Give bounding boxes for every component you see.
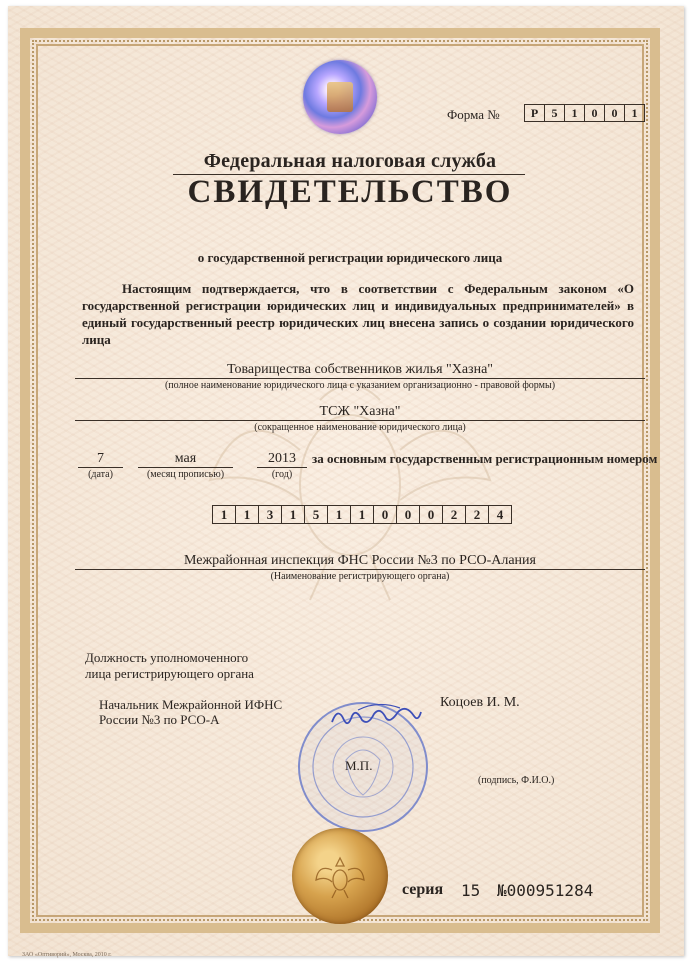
ogrn-digit: 1 [328,506,351,523]
form-cell: 1 [631,106,638,120]
year-caption: (год) [271,469,293,480]
signature [328,698,423,734]
ogrn-digit: 3 [259,506,282,523]
entity-short-name: ТСЖ "Хазна" [319,404,401,419]
form-cell: 5 [545,105,565,121]
date-year: 2013 [268,451,296,466]
entity-full-name: Товарищества собственников жилья "Хазна" [227,362,493,377]
ogrn-digit: 5 [305,506,328,523]
year-line [257,467,307,468]
form-cell: Р [525,105,545,121]
ogrn-digit: 1 [351,506,374,523]
hologram-emblem [303,60,377,134]
form-cell: 1 [565,105,585,121]
ogrn-digit: 1 [236,506,259,523]
eagle-emblem [310,846,370,906]
position-line1: Начальник Межрайонной ИФНС [99,697,283,712]
ogrn-digit: 1 [282,506,305,523]
ogrn-digit: 0 [397,506,420,523]
document-title: СВИДЕТЕЛЬСТВО [187,174,513,210]
issuer-name: Федеральная налоговая служба [203,150,497,172]
ogrn-digit: 2 [466,506,489,523]
sign-caption: (подпись, Ф.И.О.) [478,775,555,786]
ogrn-digit: 0 [420,506,443,523]
authority-name: Межрайонная инспекция ФНС России №3 по РСО-Алания [184,553,536,568]
day-line [78,467,123,468]
ogrn-digit: 1 [213,506,236,523]
series-value: 15 [461,881,481,900]
ogrn-label: за основным государственным регистрационным номером [312,451,658,466]
full-name-line [75,378,645,379]
form-number [524,104,645,122]
series-label: серия [402,881,444,898]
month-line [138,467,233,468]
ogrn-digit: 0 [374,506,397,523]
day-caption: (дата) [88,469,113,480]
certificate-number: №000951284 [497,881,594,900]
date-day: 7 [97,451,104,466]
document-subtitle: о государственной регистрации юридического лица [197,250,503,265]
seal-place: М.П. [345,758,373,773]
form-label: Форма № [447,107,500,122]
form-cell: 0 [605,105,625,121]
full-name-caption: (полное наименование юридического лица с указанием организационно - правовой формы) [164,380,556,391]
position-label-line1: Должность уполномоченного [85,650,249,665]
ogrn-digit: 4 [496,507,504,522]
intro-paragraph: Настоящим подтверждается, что в соответствии с Федеральным законом «О государственной регистрации юридических лиц и индивидуальных предпринимателей» в единый государственный реестр юридических лиц внесена запись о создании юридического лица [82,281,634,347]
short-name-caption: (сокращенное наименование юридического лица) [254,422,466,433]
short-name-line [75,420,645,421]
form-cell: 0 [585,105,605,121]
printer-imprint: ЗАО «Оптиворий», Москва, 2010 г. [22,952,112,958]
date-month: мая [174,451,197,466]
position-label-line2: лица регистрирующего органа [85,666,254,681]
authority-caption: (Наименование регистрирующего органа) [270,571,450,582]
authority-line [75,569,645,570]
position-line2: России №3 по РСО-А [99,712,220,727]
ogrn-number [212,505,512,524]
ogrn-digit: 2 [443,506,466,523]
signatory-name: Коцоев И. М. [440,695,520,710]
month-caption: (месяц прописью) [146,469,225,480]
